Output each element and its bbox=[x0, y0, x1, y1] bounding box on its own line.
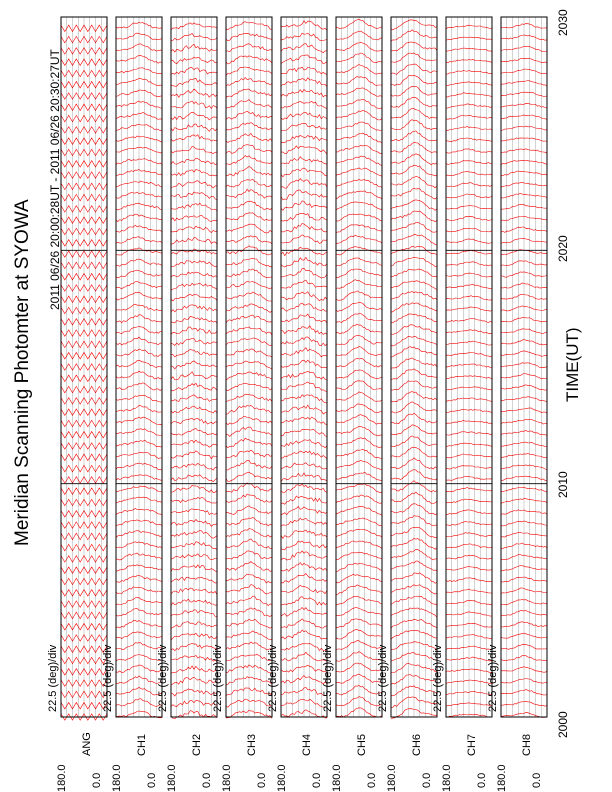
panel-ytick-top: 180.0 bbox=[111, 764, 123, 792]
panel-scale-label: 22.5 (deg)/div bbox=[267, 644, 279, 712]
panel-scale-label: 22.5 (deg)/div bbox=[322, 644, 334, 712]
panel-scale-label: 22.5 (deg)/div bbox=[47, 644, 59, 712]
panel-ytick-top: 180.0 bbox=[441, 764, 453, 792]
x-tick-label: 2030 bbox=[556, 9, 570, 36]
panel-ytick-bottom: 0.0 bbox=[91, 772, 103, 788]
panel-ytick-bottom: 0.0 bbox=[201, 772, 213, 788]
x-tick-label: 2000 bbox=[556, 711, 570, 738]
panel-scale-label: 22.5 (deg)/div bbox=[377, 644, 389, 712]
panel-scale-label: 22.5 (deg)/div bbox=[102, 644, 114, 712]
panel-channel-label: ANG bbox=[81, 732, 93, 756]
panel-ytick-top: 180.0 bbox=[276, 764, 288, 792]
panel-channel-label: CH8 bbox=[521, 733, 533, 756]
panel-ytick-bottom: 0.0 bbox=[366, 772, 378, 788]
panel-ytick-top: 180.0 bbox=[331, 764, 343, 792]
panel-channel-label: CH6 bbox=[411, 733, 423, 756]
panel-channel-label: CH7 bbox=[466, 733, 478, 756]
panel-scale-label: 22.5 (deg)/div bbox=[157, 644, 169, 712]
panel-ytick-top: 180.0 bbox=[221, 764, 233, 792]
chart-subtitle: 2011 06/26 20:00:28UT - 2011 06/26 20:30:27UT bbox=[48, 49, 62, 310]
panel-ytick-bottom: 0.0 bbox=[146, 772, 158, 788]
panel-channel-label: CH3 bbox=[246, 733, 258, 756]
panel-channel-label: CH2 bbox=[191, 733, 203, 756]
x-tick-label: 2010 bbox=[556, 471, 570, 498]
panel-ytick-bottom: 0.0 bbox=[311, 772, 323, 788]
x-tick-label: 2020 bbox=[556, 235, 570, 262]
panel-scale-label: 22.5 (deg)/div bbox=[432, 644, 444, 712]
panel-ytick-bottom: 0.0 bbox=[476, 772, 488, 788]
panel-scale-label: 22.5 (deg)/div bbox=[487, 644, 499, 712]
panel-ytick-top: 180.0 bbox=[386, 764, 398, 792]
panel-channel-label: CH1 bbox=[136, 733, 148, 756]
chart-title: Meridian Scanning Photomter at SYOWA bbox=[12, 199, 33, 546]
x-axis-label: TIME(UT) bbox=[563, 327, 582, 402]
panel-ytick-bottom: 0.0 bbox=[421, 772, 433, 788]
panel-channel-label: CH5 bbox=[356, 733, 368, 756]
panel-ytick-top: 180.0 bbox=[166, 764, 178, 792]
panel-ytick-bottom: 0.0 bbox=[256, 772, 268, 788]
panel-channel-label: CH4 bbox=[301, 733, 313, 756]
panel-ytick-top: 180.0 bbox=[496, 764, 508, 792]
panel-scale-label: 22.5 (deg)/div bbox=[212, 644, 224, 712]
panel-ytick-top: 180.0 bbox=[56, 764, 68, 792]
panel-ytick-bottom: 0.0 bbox=[531, 772, 543, 788]
